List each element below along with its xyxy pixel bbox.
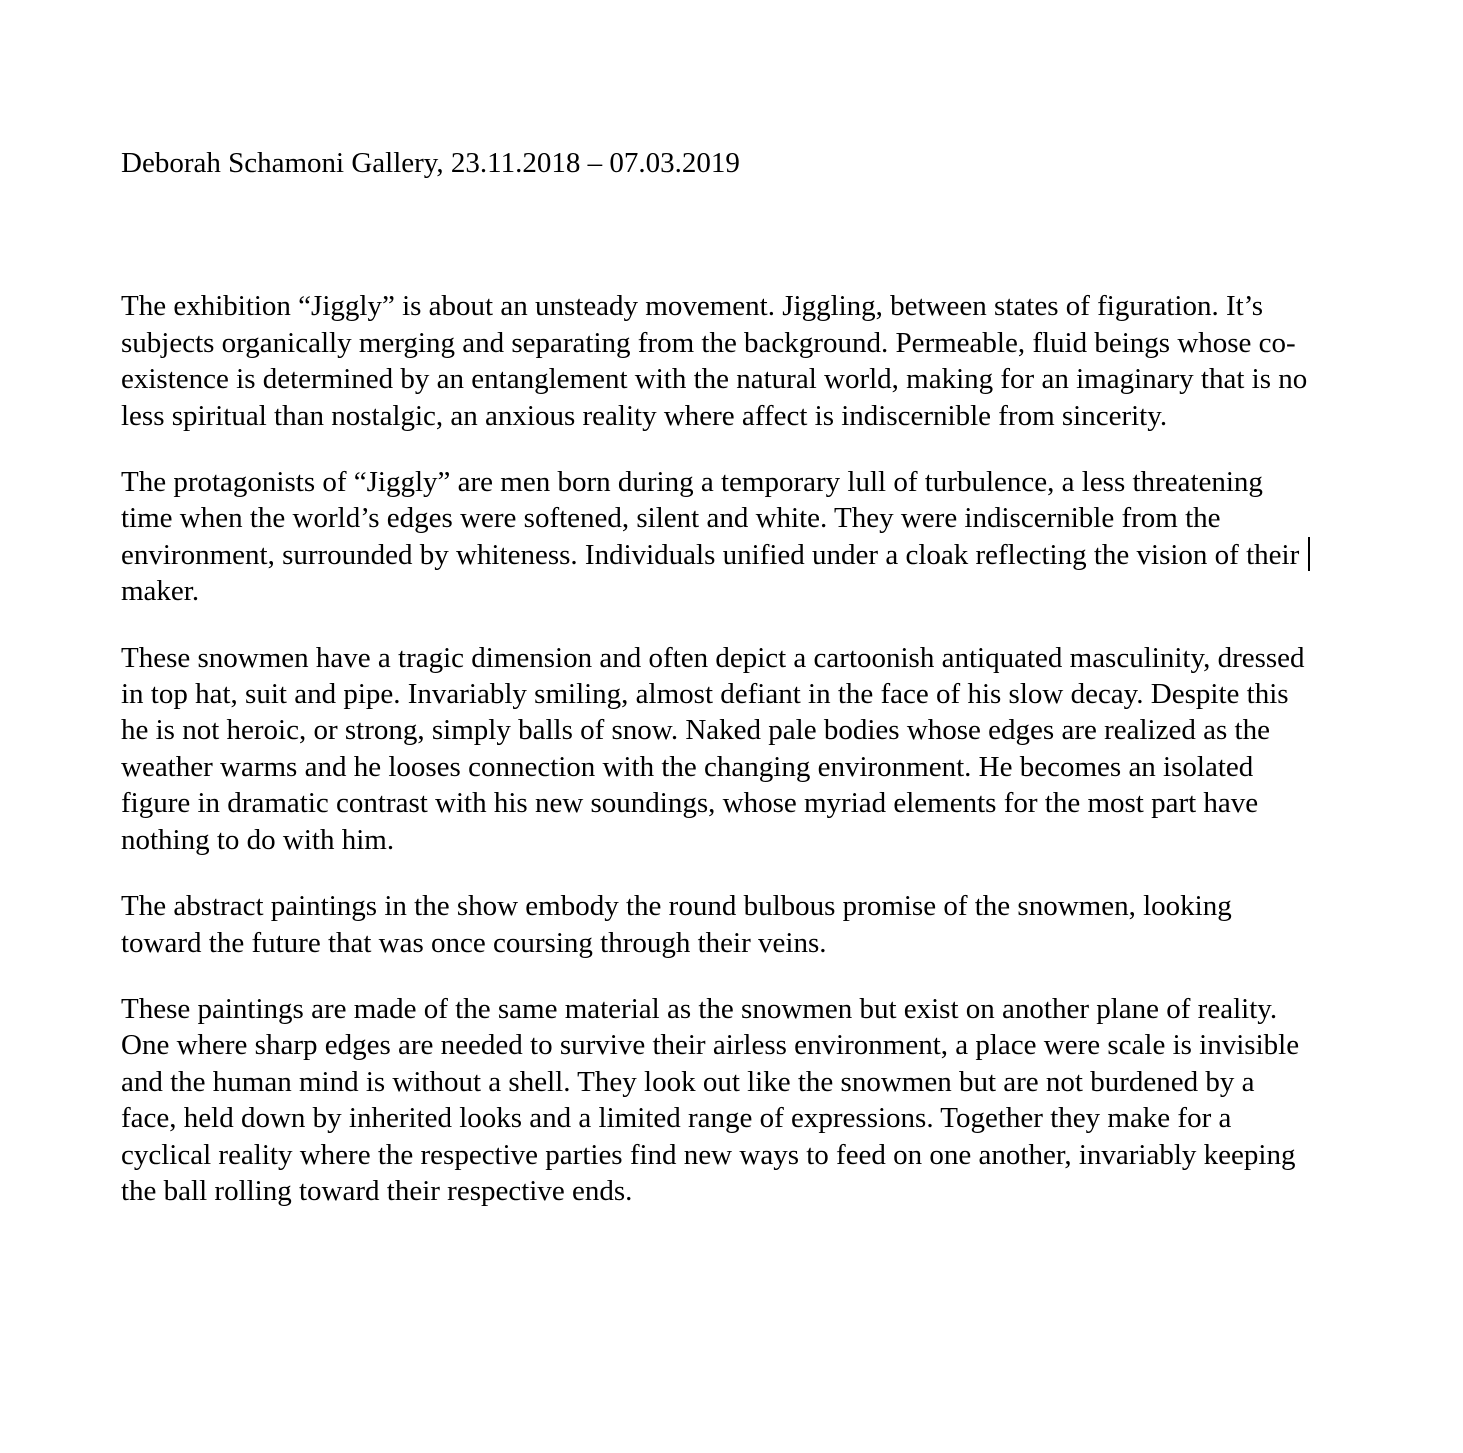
text-line[interactable]: weather warms and he looses connection with the changing environment. He becomes an isolated	[121, 750, 1254, 783]
text-line[interactable]: figure in dramatic contrast with his new soundings, whose myriad elements for the most part have	[121, 787, 1259, 820]
document-text-area[interactable]	[121, 145, 1431, 1209]
text-line[interactable]: nothing to do with him.	[121, 823, 395, 856]
text-line[interactable]: The exhibition “Jiggly” is about an unsteady movement. Jiggling, between states of figuration. It’s	[121, 290, 1264, 323]
text-line[interactable]: The abstract paintings in the show embody the round bulbous promise of the snowmen, looking	[121, 890, 1232, 923]
text-cursor	[1308, 537, 1310, 571]
paragraph-5	[121, 991, 1431, 1209]
text-line-with-cursor[interactable]	[121, 537, 1431, 573]
text-line[interactable]: the ball rolling toward their respective ends.	[121, 1174, 633, 1207]
text-line[interactable]: face, held down by inherited looks and a limited range of expressions. Together they make for a	[121, 1102, 1232, 1135]
text-line[interactable]: subjects organically merging and separating from the background. Permeable, fluid beings whose co-	[121, 326, 1296, 359]
text-line[interactable]: less spiritual than nostalgic, an anxious reality where affect is indiscernible from sincerity.	[121, 399, 1168, 432]
paragraph-1	[121, 288, 1431, 434]
paragraph-4	[121, 888, 1431, 961]
document-header-line[interactable]: Deborah Schamoni Gallery, 23.11.2018 – 07.03.2019	[121, 147, 740, 179]
text-line[interactable]: These paintings are made of the same material as the snowmen but exist on another plane of reality.	[121, 992, 1278, 1025]
text-line[interactable]: existence is determined by an entanglement with the natural world, making for an imaginary that is no	[121, 363, 1308, 396]
text-line[interactable]: These snowmen have a tragic dimension and often depict a cartoonish antiquated masculinity, dressed	[121, 641, 1305, 674]
text-line[interactable]: The protagonists of “Jiggly” are men born during a temporary lull of turbulence, a less threatening	[121, 466, 1263, 499]
text-line: environment, surrounded by whiteness. Individuals unified under a cloak reflecting the vision of their	[121, 538, 1300, 571]
text-line[interactable]: time when the world’s edges were softened, silent and white. They were indiscernible from the	[121, 502, 1221, 535]
text-line[interactable]: cyclical reality where the respective parties find new ways to feed on one another, invariably keeping	[121, 1138, 1296, 1171]
paragraph-2	[121, 464, 1431, 610]
paragraph-3	[121, 640, 1431, 858]
text-line[interactable]: maker.	[121, 575, 200, 608]
text-line[interactable]: he is not heroic, or strong, simply balls of snow. Naked pale bodies whose edges are realized as the	[121, 714, 1270, 747]
text-line[interactable]: One where sharp edges are needed to survive their airless environment, a place were scale is invisible	[121, 1029, 1300, 1062]
text-line[interactable]: toward the future that was once coursing through their veins.	[121, 926, 827, 959]
text-line[interactable]: and the human mind is without a shell. They look out like the snowmen but are not burdened by a	[121, 1065, 1255, 1098]
text-line[interactable]: in top hat, suit and pipe. Invariably smiling, almost defiant in the face of his slow decay. Despite this	[121, 678, 1289, 711]
